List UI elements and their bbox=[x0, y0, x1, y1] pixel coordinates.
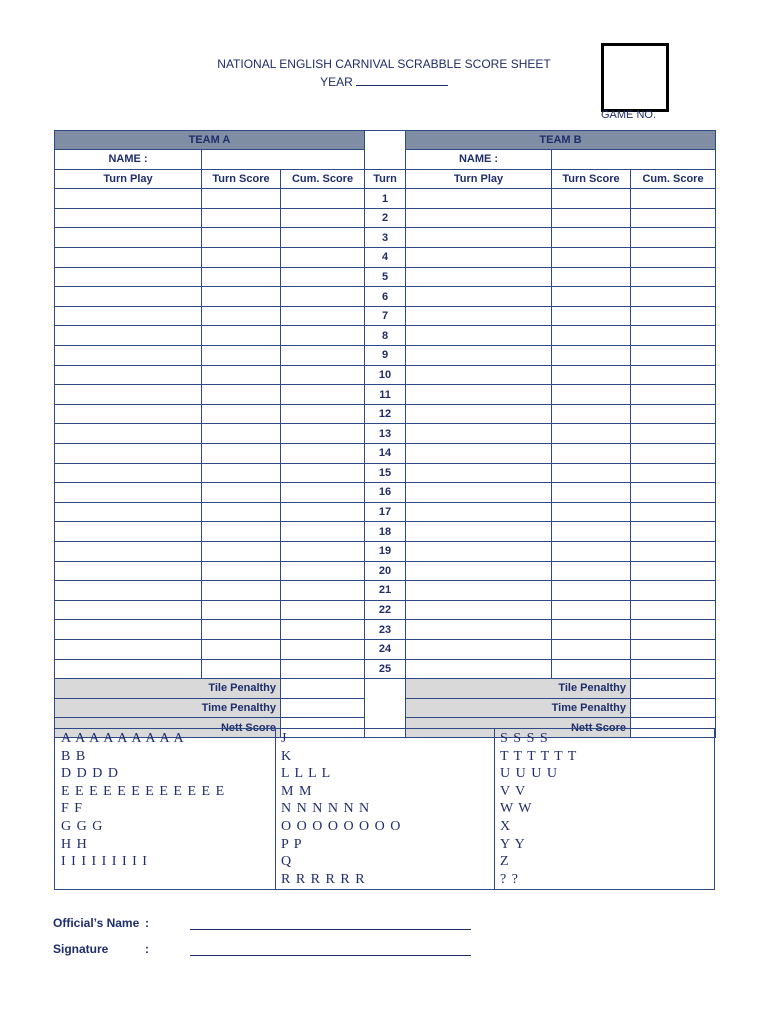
team-b-name-field[interactable] bbox=[552, 150, 716, 170]
team-a-turn-play-cell[interactable] bbox=[55, 561, 202, 581]
team-b-turn-score-cell[interactable] bbox=[552, 424, 631, 444]
team-a-turn-score-cell[interactable] bbox=[202, 502, 281, 522]
turn-row bbox=[55, 502, 716, 522]
team-b-turn-play-cell[interactable] bbox=[406, 404, 552, 424]
team-b-turn-play-cell[interactable] bbox=[406, 267, 552, 287]
signature-label: Signature bbox=[53, 942, 109, 956]
tile-count-line: Q bbox=[281, 854, 293, 870]
team-a-turn-score-cell[interactable] bbox=[202, 522, 281, 542]
turn-row bbox=[55, 483, 716, 503]
time-turn-blank bbox=[365, 698, 406, 718]
team-a-turn-play-cell[interactable] bbox=[55, 620, 202, 640]
team-a-turn-score-cell[interactable] bbox=[202, 208, 281, 228]
team-a-cum-score-cell[interactable] bbox=[281, 522, 365, 542]
team-b-turn-play-cell[interactable] bbox=[406, 541, 552, 561]
team-a-turn-score-cell[interactable] bbox=[202, 404, 281, 424]
game-number-box[interactable] bbox=[601, 43, 669, 112]
team-b-cum-score-cell[interactable] bbox=[631, 463, 716, 483]
team-b-turn-score-cell[interactable] bbox=[552, 326, 631, 346]
turn-number: 9 bbox=[365, 346, 406, 366]
team-a-turn-play-cell[interactable] bbox=[55, 326, 202, 346]
team-a-turn-score-cell[interactable] bbox=[202, 620, 281, 640]
team-b-cum-score-cell[interactable] bbox=[631, 228, 716, 248]
turn-number: 3 bbox=[365, 228, 406, 248]
team-b-turn-score-cell[interactable] bbox=[552, 502, 631, 522]
team-b-turn-play-cell[interactable] bbox=[406, 424, 552, 444]
turn-number: 25 bbox=[365, 659, 406, 679]
team-b-cum-score-header: Cum. Score bbox=[631, 169, 716, 189]
team-b-cum-score-cell[interactable] bbox=[631, 444, 716, 464]
turn-number: 13 bbox=[365, 424, 406, 444]
team-b-turn-play-cell[interactable] bbox=[406, 444, 552, 464]
team-b-cum-score-cell[interactable] bbox=[631, 346, 716, 366]
team-a-turn-play-cell[interactable] bbox=[55, 502, 202, 522]
team-a-header: TEAM A bbox=[55, 131, 365, 150]
turn-name-blank bbox=[365, 150, 406, 170]
team-a-cum-score-cell[interactable] bbox=[281, 248, 365, 268]
team-a-cum-score-cell[interactable] bbox=[281, 385, 365, 405]
turn-row bbox=[55, 248, 716, 268]
team-a-turn-play-cell[interactable] bbox=[55, 228, 202, 248]
team-a-turn-score-cell[interactable] bbox=[202, 424, 281, 444]
turn-row bbox=[55, 404, 716, 424]
tile-count-line: T T T T T T bbox=[500, 748, 578, 764]
time-penalty-row bbox=[55, 698, 716, 718]
turn-number: 20 bbox=[365, 561, 406, 581]
team-a-turn-score-cell[interactable] bbox=[202, 444, 281, 464]
turn-number: 8 bbox=[365, 326, 406, 346]
team-b-turn-score-cell[interactable] bbox=[552, 639, 631, 659]
tile-count-line: G G G bbox=[61, 818, 104, 834]
team-b-cum-score-cell[interactable] bbox=[631, 326, 716, 346]
tile-count-line: O O O O O O O O bbox=[281, 818, 402, 834]
team-a-cum-score-cell[interactable] bbox=[281, 365, 365, 385]
turn-row bbox=[55, 189, 716, 209]
team-b-turn-score-cell[interactable] bbox=[552, 444, 631, 464]
team-b-tile-penalty-label: Tile Penalthy bbox=[406, 679, 631, 699]
signature-row bbox=[53, 942, 149, 956]
penalty-turn-blank bbox=[365, 679, 406, 699]
turn-row bbox=[55, 600, 716, 620]
official-name-row bbox=[53, 916, 149, 930]
team-a-turn-play-cell[interactable] bbox=[55, 600, 202, 620]
team-a-turn-score-cell[interactable] bbox=[202, 306, 281, 326]
team-b-turn-score-cell[interactable] bbox=[552, 659, 631, 679]
team-b-time-penalty-field[interactable] bbox=[631, 698, 716, 718]
team-b-turn-play-cell[interactable] bbox=[406, 659, 552, 679]
turn-row bbox=[55, 659, 716, 679]
tile-count-line: Y Y bbox=[500, 836, 526, 852]
team-b-turn-score-cell[interactable] bbox=[552, 208, 631, 228]
team-a-cum-score-cell[interactable] bbox=[281, 346, 365, 366]
signature-colon: : bbox=[145, 942, 149, 956]
turn-number: 21 bbox=[365, 581, 406, 601]
team-a-turn-play-cell[interactable] bbox=[55, 346, 202, 366]
turn-row bbox=[55, 522, 716, 542]
team-a-time-penalty-field[interactable] bbox=[281, 698, 365, 718]
turn-header-blank bbox=[365, 131, 406, 150]
team-b-cum-score-cell[interactable] bbox=[631, 600, 716, 620]
team-a-turn-score-cell[interactable] bbox=[202, 581, 281, 601]
score-table bbox=[54, 130, 716, 738]
column-header-row bbox=[55, 169, 716, 189]
team-a-turn-score-cell[interactable] bbox=[202, 639, 281, 659]
tile-count-line: F F bbox=[61, 801, 84, 817]
team-a-turn-play-cell[interactable] bbox=[55, 581, 202, 601]
team-a-turn-score-cell[interactable] bbox=[202, 365, 281, 385]
game-number-label: GAME NO. bbox=[601, 109, 657, 121]
turn-number: 19 bbox=[365, 541, 406, 561]
team-b-turn-play-cell[interactable] bbox=[406, 189, 552, 209]
team-a-turn-play-cell[interactable] bbox=[55, 483, 202, 503]
team-a-cum-score-cell[interactable] bbox=[281, 424, 365, 444]
team-b-turn-score-cell[interactable] bbox=[552, 404, 631, 424]
turn-row bbox=[55, 365, 716, 385]
team-a-cum-score-cell[interactable] bbox=[281, 620, 365, 640]
team-b-turn-score-cell[interactable] bbox=[552, 228, 631, 248]
team-b-turn-score-cell[interactable] bbox=[552, 189, 631, 209]
team-a-cum-score-cell[interactable] bbox=[281, 228, 365, 248]
team-a-cum-score-cell[interactable] bbox=[281, 306, 365, 326]
tile-column-divider-2 bbox=[494, 729, 495, 889]
team-a-turn-play-cell[interactable] bbox=[55, 385, 202, 405]
tile-distribution-column-3 bbox=[500, 730, 577, 888]
team-b-header: TEAM B bbox=[406, 131, 716, 150]
team-b-turn-play-cell[interactable] bbox=[406, 581, 552, 601]
team-a-turn-score-cell[interactable] bbox=[202, 267, 281, 287]
team-a-turn-score-cell[interactable] bbox=[202, 248, 281, 268]
tile-count-line: W W bbox=[500, 801, 533, 817]
official-name-line[interactable] bbox=[190, 929, 471, 930]
team-a-cum-score-cell[interactable] bbox=[281, 326, 365, 346]
team-a-cum-score-cell[interactable] bbox=[281, 444, 365, 464]
team-a-turn-score-cell[interactable] bbox=[202, 326, 281, 346]
team-a-turn-score-cell[interactable] bbox=[202, 385, 281, 405]
team-b-cum-score-cell[interactable] bbox=[631, 208, 716, 228]
team-b-tile-penalty-field[interactable] bbox=[631, 679, 716, 699]
turn-number: 14 bbox=[365, 444, 406, 464]
team-a-cum-score-cell[interactable] bbox=[281, 639, 365, 659]
team-a-turn-score-header: Turn Score bbox=[202, 169, 281, 189]
team-a-turn-play-cell[interactable] bbox=[55, 463, 202, 483]
team-b-turn-score-cell[interactable] bbox=[552, 581, 631, 601]
team-b-turn-play-cell[interactable] bbox=[406, 287, 552, 307]
turn-row bbox=[55, 581, 716, 601]
team-a-name-field[interactable] bbox=[202, 150, 365, 170]
tile-count-line: B B bbox=[61, 748, 87, 764]
team-a-turn-score-cell[interactable] bbox=[202, 346, 281, 366]
team-b-turn-play-cell[interactable] bbox=[406, 228, 552, 248]
team-b-turn-play-cell[interactable] bbox=[406, 306, 552, 326]
team-header-row bbox=[55, 131, 716, 150]
turn-number: 2 bbox=[365, 208, 406, 228]
team-b-cum-score-cell[interactable] bbox=[631, 541, 716, 561]
turn-number: 24 bbox=[365, 639, 406, 659]
turn-row bbox=[55, 346, 716, 366]
team-b-turn-score-cell[interactable] bbox=[552, 385, 631, 405]
team-a-turn-play-cell[interactable] bbox=[55, 287, 202, 307]
year-label: YEAR bbox=[320, 75, 353, 89]
tile-count-line: R R R R R R bbox=[281, 871, 366, 887]
team-a-cum-score-cell[interactable] bbox=[281, 189, 365, 209]
team-a-name-label: NAME : bbox=[55, 150, 202, 170]
team-a-tile-penalty-field[interactable] bbox=[281, 679, 365, 699]
turn-number: 18 bbox=[365, 522, 406, 542]
team-b-time-penalty-label: Time Penalthy bbox=[406, 698, 631, 718]
tile-count-line: S S S S bbox=[500, 731, 549, 746]
team-a-turn-score-cell[interactable] bbox=[202, 483, 281, 503]
team-b-turn-score-cell[interactable] bbox=[552, 346, 631, 366]
tile-count-line: J bbox=[281, 731, 288, 746]
team-b-turn-play-cell[interactable] bbox=[406, 326, 552, 346]
team-b-turn-score-cell[interactable] bbox=[552, 365, 631, 385]
team-a-turn-play-cell[interactable] bbox=[55, 639, 202, 659]
team-b-turn-score-cell[interactable] bbox=[552, 522, 631, 542]
team-b-turn-score-cell[interactable] bbox=[552, 620, 631, 640]
turn-row bbox=[55, 639, 716, 659]
team-a-turn-play-cell[interactable] bbox=[55, 365, 202, 385]
team-b-turn-score-cell[interactable] bbox=[552, 306, 631, 326]
tile-count-line: A A A A A A A A A bbox=[61, 731, 185, 746]
team-b-nett-score-label: Nett Score bbox=[406, 718, 631, 738]
team-b-turn-play-header: Turn Play bbox=[406, 169, 552, 189]
team-a-nett-score-label: Nett Score bbox=[55, 718, 281, 738]
team-b-turn-score-cell[interactable] bbox=[552, 287, 631, 307]
tile-count-line: U U U U bbox=[500, 766, 558, 782]
turn-number: 7 bbox=[365, 306, 406, 326]
turn-number: 1 bbox=[365, 189, 406, 209]
tile-count-line: Z bbox=[500, 854, 510, 870]
tile-count-line: N N N N N N bbox=[281, 801, 371, 817]
team-b-turn-score-cell[interactable] bbox=[552, 600, 631, 620]
turn-number: 11 bbox=[365, 385, 406, 405]
team-b-turn-score-cell[interactable] bbox=[552, 267, 631, 287]
team-a-cum-score-cell[interactable] bbox=[281, 287, 365, 307]
turn-number: 4 bbox=[365, 248, 406, 268]
team-b-turn-play-cell[interactable] bbox=[406, 620, 552, 640]
team-a-cum-score-cell[interactable] bbox=[281, 483, 365, 503]
turn-row bbox=[55, 208, 716, 228]
team-a-cum-score-cell[interactable] bbox=[281, 659, 365, 679]
team-b-cum-score-cell[interactable] bbox=[631, 287, 716, 307]
turn-row bbox=[55, 424, 716, 444]
turn-row bbox=[55, 267, 716, 287]
team-a-turn-score-cell[interactable] bbox=[202, 561, 281, 581]
team-a-cum-score-cell[interactable] bbox=[281, 404, 365, 424]
team-b-cum-score-cell[interactable] bbox=[631, 306, 716, 326]
team-a-turn-score-cell[interactable] bbox=[202, 541, 281, 561]
team-a-turn-play-cell[interactable] bbox=[55, 189, 202, 209]
team-a-turn-score-cell[interactable] bbox=[202, 287, 281, 307]
team-a-turn-play-cell[interactable] bbox=[55, 267, 202, 287]
official-name-label: Official’s Name bbox=[53, 916, 140, 930]
team-b-cum-score-cell[interactable] bbox=[631, 620, 716, 640]
tile-distribution-column-1 bbox=[61, 730, 225, 871]
team-a-turn-play-cell[interactable] bbox=[55, 522, 202, 542]
turn-number: 17 bbox=[365, 502, 406, 522]
team-a-turn-score-cell[interactable] bbox=[202, 600, 281, 620]
tile-count-line: V V bbox=[500, 783, 527, 799]
tile-distribution-box bbox=[54, 728, 715, 890]
turn-row bbox=[55, 620, 716, 640]
tile-count-line: X bbox=[500, 818, 512, 834]
team-b-turn-play-cell[interactable] bbox=[406, 385, 552, 405]
turn-row bbox=[55, 306, 716, 326]
team-a-cum-score-cell[interactable] bbox=[281, 208, 365, 228]
team-a-turn-play-header: Turn Play bbox=[55, 169, 202, 189]
turn-row bbox=[55, 444, 716, 464]
team-a-cum-score-cell[interactable] bbox=[281, 267, 365, 287]
team-a-turn-play-cell[interactable] bbox=[55, 208, 202, 228]
turn-row bbox=[55, 287, 716, 307]
turn-row bbox=[55, 326, 716, 346]
team-b-cum-score-cell[interactable] bbox=[631, 267, 716, 287]
team-b-cum-score-cell[interactable] bbox=[631, 522, 716, 542]
official-name-colon: : bbox=[145, 916, 149, 930]
team-a-tile-penalty-label: Tile Penalthy bbox=[55, 679, 281, 699]
team-a-cum-score-cell[interactable] bbox=[281, 502, 365, 522]
turn-number: 15 bbox=[365, 463, 406, 483]
team-a-turn-play-cell[interactable] bbox=[55, 444, 202, 464]
tile-count-line: E E E E E E E E E E E E bbox=[61, 783, 226, 799]
team-a-turn-play-cell[interactable] bbox=[55, 248, 202, 268]
team-a-cum-score-cell[interactable] bbox=[281, 600, 365, 620]
team-a-turn-play-cell[interactable] bbox=[55, 659, 202, 679]
tile-count-line: M M bbox=[281, 783, 313, 799]
turn-number: 23 bbox=[365, 620, 406, 640]
team-b-turn-play-cell[interactable] bbox=[406, 365, 552, 385]
team-a-turn-play-cell[interactable] bbox=[55, 306, 202, 326]
team-b-turn-score-cell[interactable] bbox=[552, 561, 631, 581]
team-b-turn-play-cell[interactable] bbox=[406, 522, 552, 542]
turn-number: 12 bbox=[365, 404, 406, 424]
team-b-cum-score-cell[interactable] bbox=[631, 639, 716, 659]
team-b-turn-score-cell[interactable] bbox=[552, 483, 631, 503]
team-b-turn-score-cell[interactable] bbox=[552, 248, 631, 268]
team-a-turn-score-cell[interactable] bbox=[202, 228, 281, 248]
tile-count-line: D D D D bbox=[61, 766, 119, 782]
team-a-cum-score-cell[interactable] bbox=[281, 463, 365, 483]
tile-distribution-column-2 bbox=[281, 730, 401, 888]
team-b-cum-score-cell[interactable] bbox=[631, 483, 716, 503]
team-a-turn-score-cell[interactable] bbox=[202, 659, 281, 679]
turn-row bbox=[55, 385, 716, 405]
turn-row bbox=[55, 228, 716, 248]
tile-count-line: H H bbox=[61, 836, 88, 852]
team-a-turn-score-cell[interactable] bbox=[202, 189, 281, 209]
team-a-turn-play-cell[interactable] bbox=[55, 424, 202, 444]
team-b-turn-play-cell[interactable] bbox=[406, 561, 552, 581]
team-b-turn-play-cell[interactable] bbox=[406, 346, 552, 366]
tile-count-line: I I I I I I I I I bbox=[61, 854, 148, 870]
tile-penalty-row bbox=[55, 679, 716, 699]
team-b-cum-score-cell[interactable] bbox=[631, 404, 716, 424]
team-b-turn-play-cell[interactable] bbox=[406, 639, 552, 659]
team-a-turn-play-cell[interactable] bbox=[55, 541, 202, 561]
team-b-turn-play-cell[interactable] bbox=[406, 463, 552, 483]
name-row bbox=[55, 150, 716, 170]
turn-row bbox=[55, 541, 716, 561]
team-a-turn-score-cell[interactable] bbox=[202, 463, 281, 483]
turn-number: 6 bbox=[365, 287, 406, 307]
turn-header: Turn bbox=[365, 169, 406, 189]
team-b-cum-score-cell[interactable] bbox=[631, 561, 716, 581]
team-a-cum-score-cell[interactable] bbox=[281, 541, 365, 561]
team-a-time-penalty-label: Time Penalthy bbox=[55, 698, 281, 718]
tile-count-line: L L L L bbox=[281, 766, 332, 782]
team-b-cum-score-cell[interactable] bbox=[631, 502, 716, 522]
tile-count-line: ? ? bbox=[500, 871, 519, 887]
team-b-turn-play-cell[interactable] bbox=[406, 483, 552, 503]
sheet-title: NATIONAL ENGLISH CARNIVAL SCRABBLE SCORE SHEET bbox=[217, 57, 551, 71]
turn-row bbox=[55, 561, 716, 581]
turn-number: 22 bbox=[365, 600, 406, 620]
turn-number: 5 bbox=[365, 267, 406, 287]
team-b-turn-score-header: Turn Score bbox=[552, 169, 631, 189]
team-b-name-label: NAME : bbox=[406, 150, 552, 170]
team-a-cum-score-header: Cum. Score bbox=[281, 169, 365, 189]
team-b-cum-score-cell[interactable] bbox=[631, 385, 716, 405]
team-a-cum-score-cell[interactable] bbox=[281, 581, 365, 601]
tile-column-divider-1 bbox=[275, 729, 276, 889]
team-a-turn-play-cell[interactable] bbox=[55, 404, 202, 424]
team-b-turn-score-cell[interactable] bbox=[552, 463, 631, 483]
team-b-turn-play-cell[interactable] bbox=[406, 502, 552, 522]
team-b-cum-score-cell[interactable] bbox=[631, 424, 716, 444]
team-b-cum-score-cell[interactable] bbox=[631, 659, 716, 679]
team-b-cum-score-cell[interactable] bbox=[631, 365, 716, 385]
team-b-cum-score-cell[interactable] bbox=[631, 189, 716, 209]
team-b-turn-play-cell[interactable] bbox=[406, 600, 552, 620]
tile-count-line: K bbox=[281, 748, 293, 764]
team-b-turn-score-cell[interactable] bbox=[552, 541, 631, 561]
team-b-turn-play-cell[interactable] bbox=[406, 248, 552, 268]
tile-count-line: P P bbox=[281, 836, 303, 852]
signature-line[interactable] bbox=[190, 955, 471, 956]
team-b-cum-score-cell[interactable] bbox=[631, 248, 716, 268]
turn-number: 10 bbox=[365, 365, 406, 385]
team-b-turn-play-cell[interactable] bbox=[406, 208, 552, 228]
year-blank[interactable] bbox=[356, 74, 448, 86]
team-a-cum-score-cell[interactable] bbox=[281, 561, 365, 581]
team-b-cum-score-cell[interactable] bbox=[631, 581, 716, 601]
turn-row bbox=[55, 463, 716, 483]
turn-number: 16 bbox=[365, 483, 406, 503]
